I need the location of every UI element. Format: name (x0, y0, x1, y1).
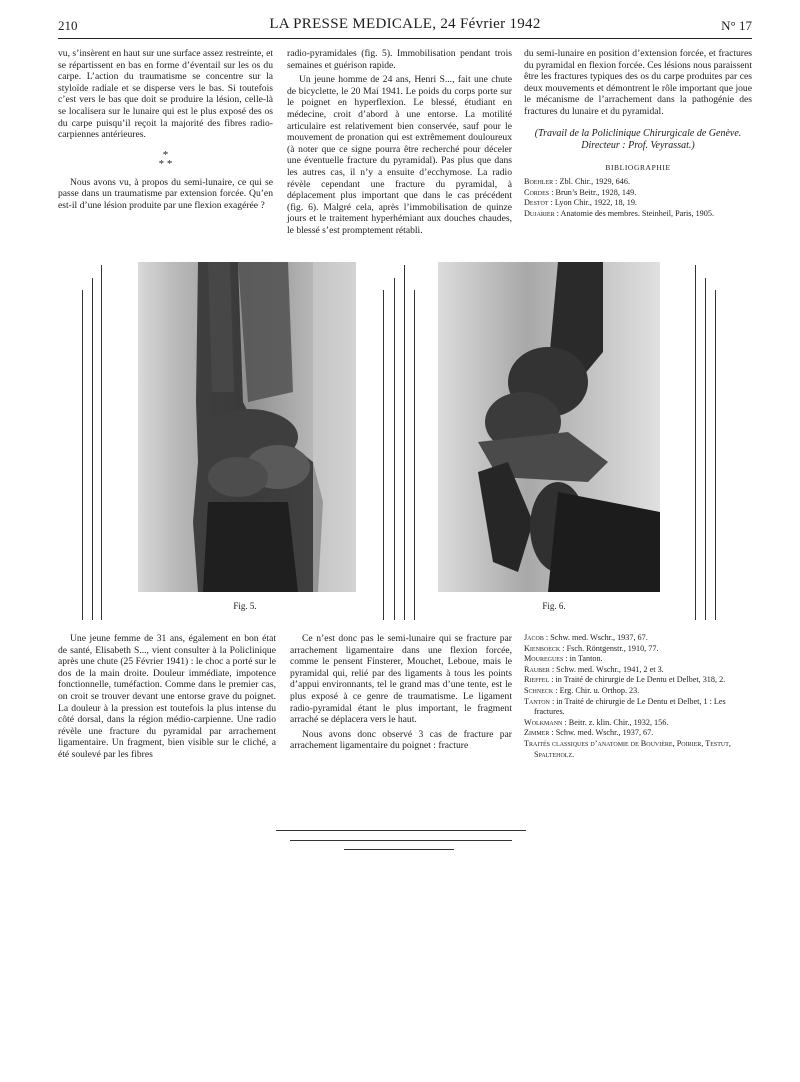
issue-number: N° 17 (721, 18, 752, 33)
institution-credit: (Travail de la Policlinique Chirurgicale de Genève. Directeur : Prof. Veyrassat.) (534, 127, 742, 151)
frame-line (383, 290, 384, 620)
frame-line (715, 290, 716, 620)
reference: Mouregues : in Tanton. (524, 654, 603, 664)
frame-line (414, 290, 415, 620)
frame-line (705, 278, 706, 620)
footer-rule (276, 830, 526, 831)
bibliography-list (524, 177, 752, 219)
reference: Wolkmann : Beitr. z. klin. Chir., 1932, 156. (524, 717, 669, 727)
reference: Destot : Lyon Chir., 1922, 18, 19. (524, 198, 637, 208)
reference: Jacob : Schw. med. Wschr., 1937, 67. (524, 633, 648, 642)
paragraph: Ce n’est donc pas le semi-lunaire qui se fracture par arrachement ligamentaire dans une flexion forcée, comme le pensent Finsterer, Mouchet, Leboue, mais le pyramidal qui, relié par des ligaments à tous les points d’appui environnants, tel le grand mas d’une tente, est le plus exposé à ce genre de traumatisme. Le ligament radio-pyramidal étant le plus important, le fragment arraché se déplacera vers le haut. (290, 633, 512, 726)
frame-line (92, 278, 93, 620)
paragraph: du semi-lunaire en position d’extension forcée, et fractures du pyramidal en flexion forcée. Ces lésions nous paraissent être les fractures typiques des os du carpe produites par ces deux mouvements et démontrent le rôle important que joue le mécanisme de l’arrachement dans la pathogénie des fractures du lunaire et du pyramidal. (524, 48, 752, 117)
frame-line (82, 290, 83, 620)
xray-image-6 (438, 262, 660, 592)
figure-6-caption: Fig. 6. (542, 601, 566, 611)
frame-line (404, 265, 405, 620)
bibliography-heading: BIBLIOGRAPHIE (605, 162, 671, 172)
paragraph: vu, s’insèrent en haut sur une surface assez restreinte, et se répartissent en bas en forme d’éventail sur les os du carpe. L’action du traumatisme se concentre sur la styloïde radiale et se disperse vers le bas. Si toutefois c’est vers le bas que doit se produire la lésion, celle-là se localisera sur le lunaire qui est le plus exposé des os du carpe puisqu’il reçoit la majorité des fibres radio-carpiennes antérieures. (58, 48, 273, 141)
section-separator: * * * (158, 148, 173, 170)
frame-line (695, 265, 696, 620)
reference: Rieffel : in Traité de chirurgie de Le Dentu et Delbet, 318, 2. (524, 675, 726, 685)
column-2-top (287, 48, 512, 237)
reference: Rauber : Schw. med. Wschr., 1941, 2 et 3. (524, 664, 664, 674)
figure-5-caption: Fig. 5. (233, 601, 257, 611)
reference: Dujarier : Anatomie des membres. Steinheil, Paris, 1905. (524, 208, 715, 218)
frame-line (101, 265, 102, 620)
column-1-bottom (58, 633, 276, 761)
reference: Traités classiques d’anatomie de Bouvière, Poirier, Testut, Spalteholz. (524, 738, 731, 759)
page-header (58, 14, 752, 39)
footer-rule (290, 840, 512, 841)
column-3-bottom (524, 633, 752, 760)
footer-rule (344, 849, 454, 850)
reference: Zimmer : Schw. med. Wschr., 1937, 67. (524, 728, 654, 738)
paragraph: Nous avons vu, à propos du semi-lunaire, ce qui se passe dans un traumatisme par extension forcée. Qu’en est-il d’une lésion produite par une flexion exagérée ? (58, 176, 273, 211)
reference: Schneck : Erg. Chir. u. Orthop. 23. (524, 685, 640, 695)
paragraph: Nous avons donc observé 3 cas de fracture par arrachement ligamentaire du poignet : fracture (290, 728, 512, 752)
reference: Cordes : Brun’s Beitr., 1928, 149. (524, 187, 637, 197)
column-1-top (58, 48, 273, 212)
xray-figure-5 (138, 262, 356, 592)
paragraph: Un jeune homme de 24 ans, Henri S..., fait une chute de bicyclette, le 20 Mai 1941. Le poids du corps porte sur le poignet en hyperflexion. Le blessé, étudiant en médecine, croit d’abord à une entorse. La motilité articulaire est relativement bien conservée, sauf pour le mouvement de pronation qui est extrêmement douloureux (à noter que ce signe pourra être recherché pour déceler une éventuelle fracture du pyramidal). Pas plus que dans les autres cas, il n’y a ensuite d’ecchymose. La radio révèle cependant une fracture du pyramidal, à déplacement plus important que dans le cas précédent (fig. 6). Malgré cela, après l’immobilisation de quinze jours et le traitement hyperhémiant aux douches chaudes, le blessé s’est promptement rétabli. (287, 74, 512, 236)
reference: Boehler : Zbl. Chir., 1929, 646. (524, 177, 630, 187)
frame-line (394, 278, 395, 620)
page-number: 210 (58, 18, 78, 33)
reference: Tanton : in Traité de chirurgie de Le Dentu et Delbet, 1 : Les fractures. (524, 696, 726, 717)
xray-figure-6 (438, 262, 660, 592)
column-2-bottom (290, 633, 512, 752)
column-3-top (524, 48, 752, 220)
reference: Kienboeck : Fsch. Röntgenstr., 1910, 77. (524, 643, 659, 653)
paragraph: radio-pyramidales (fig. 5). Immobilisation pendant trois semaines et guérison rapide. (287, 48, 512, 71)
journal-title: LA PRESSE MEDICALE, 24 Février 1942 (269, 16, 541, 32)
paragraph: Une jeune femme de 31 ans, également en bon état de santé, Elisabeth S..., vient consulter à la Policlinique après une chute (25 Février 1941) : le choc a porté sur le dos de la main droite. Douleur immédiate, impotence fonctionnelle, tuméfaction. Comme dans le premier cas, on croit se trouver devant une entorse grave du poignet. La douleur à la pression est toutefois la plus intense du côté dorsal, dans la région médio-carpienne. Une radio révèle une fracture du pyramidal par arrachement ligamentaire. Un fragment, bien visible sur le cliché, a été soulevé par les fibres (58, 633, 276, 760)
xray-image-5 (138, 262, 356, 592)
